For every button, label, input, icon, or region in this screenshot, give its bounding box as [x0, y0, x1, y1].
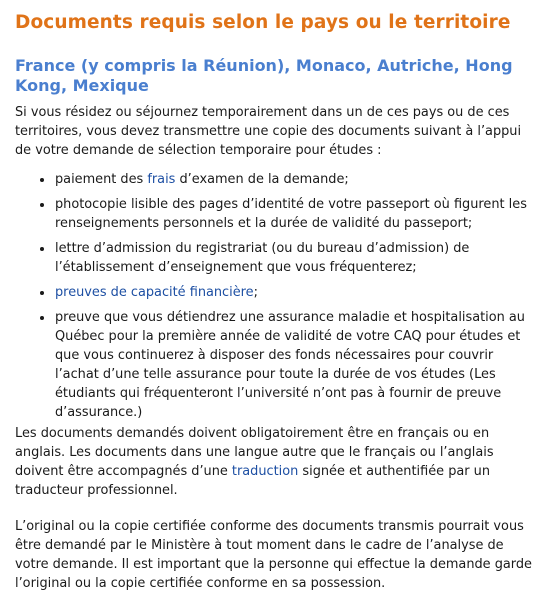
list-item-insurance [54, 308, 541, 422]
language-note-text: Les documents demandés doivent obligatoirement être en français ou en anglais. Les documents dans une langue autre que le français ou l’anglais doivent être accompagnés d’une [15, 426, 494, 479]
language-note-text: signée et authentifiée par un traducteur professionnel. [15, 464, 491, 498]
fees-link[interactable]: frais [147, 172, 176, 187]
section-title: France (y compris la Réunion), Monaco, Autriche, Hong Kong, Mexique [15, 56, 513, 95]
list-item-text: ; [253, 285, 258, 300]
language-note-paragraph [15, 424, 541, 500]
translation-link[interactable]: traduction [231, 464, 299, 479]
list-item-text: photocopie lisible des pages d’identité de votre passeport où figurent les renseignements personnels et la durée de validité du passeport; [55, 197, 527, 231]
list-item-fees [54, 170, 541, 189]
list-item-admission-letter [54, 239, 541, 277]
page-title: Documents requis selon le pays ou le territoire [15, 12, 511, 33]
list-item-text: lettre d’admission du registrariat (ou du bureau d’admission) de l’établissement d’enseignement que vous fréquenterez; [55, 241, 470, 275]
original-document-note: L’original ou la copie certifiée conforme des documents transmis pourrait vous être demandé par le Ministère à tout moment dans le cadre de l’analyse de votre demande. Il est important que la personne qui effectue la demande garde l’original ou la copie certifiée conforme en sa possession. [15, 519, 532, 591]
list-item-passport [54, 195, 541, 233]
list-item-financial-proof [54, 283, 541, 302]
intro-paragraph: Si vous résidez ou séjournez temporairement dans un de ces pays ou de ces territoires, vous devez transmettre une copie des documents suivant à l’appui de votre demande de sélection temporaire pour études : [15, 105, 522, 158]
list-item-text: paiement des [55, 172, 148, 187]
required-documents-list [15, 170, 541, 422]
financial-capacity-link[interactable]: preuves de capacité financière [55, 285, 254, 300]
list-item-text: preuve que vous détiendrez une assurance maladie et hospitalisation au Québec pour la première année de validité de votre CAQ pour études et que vous continuerez à disposer des fonds nécessaires pour couvrir l’achat d’une telle assurance pour toute la durée de vos études (Les étudiants qui fréquenteront l’université n’ont pas à fournir de preuve d’assurance.) [55, 310, 525, 420]
list-item-text: d’examen de la demande; [175, 172, 349, 187]
